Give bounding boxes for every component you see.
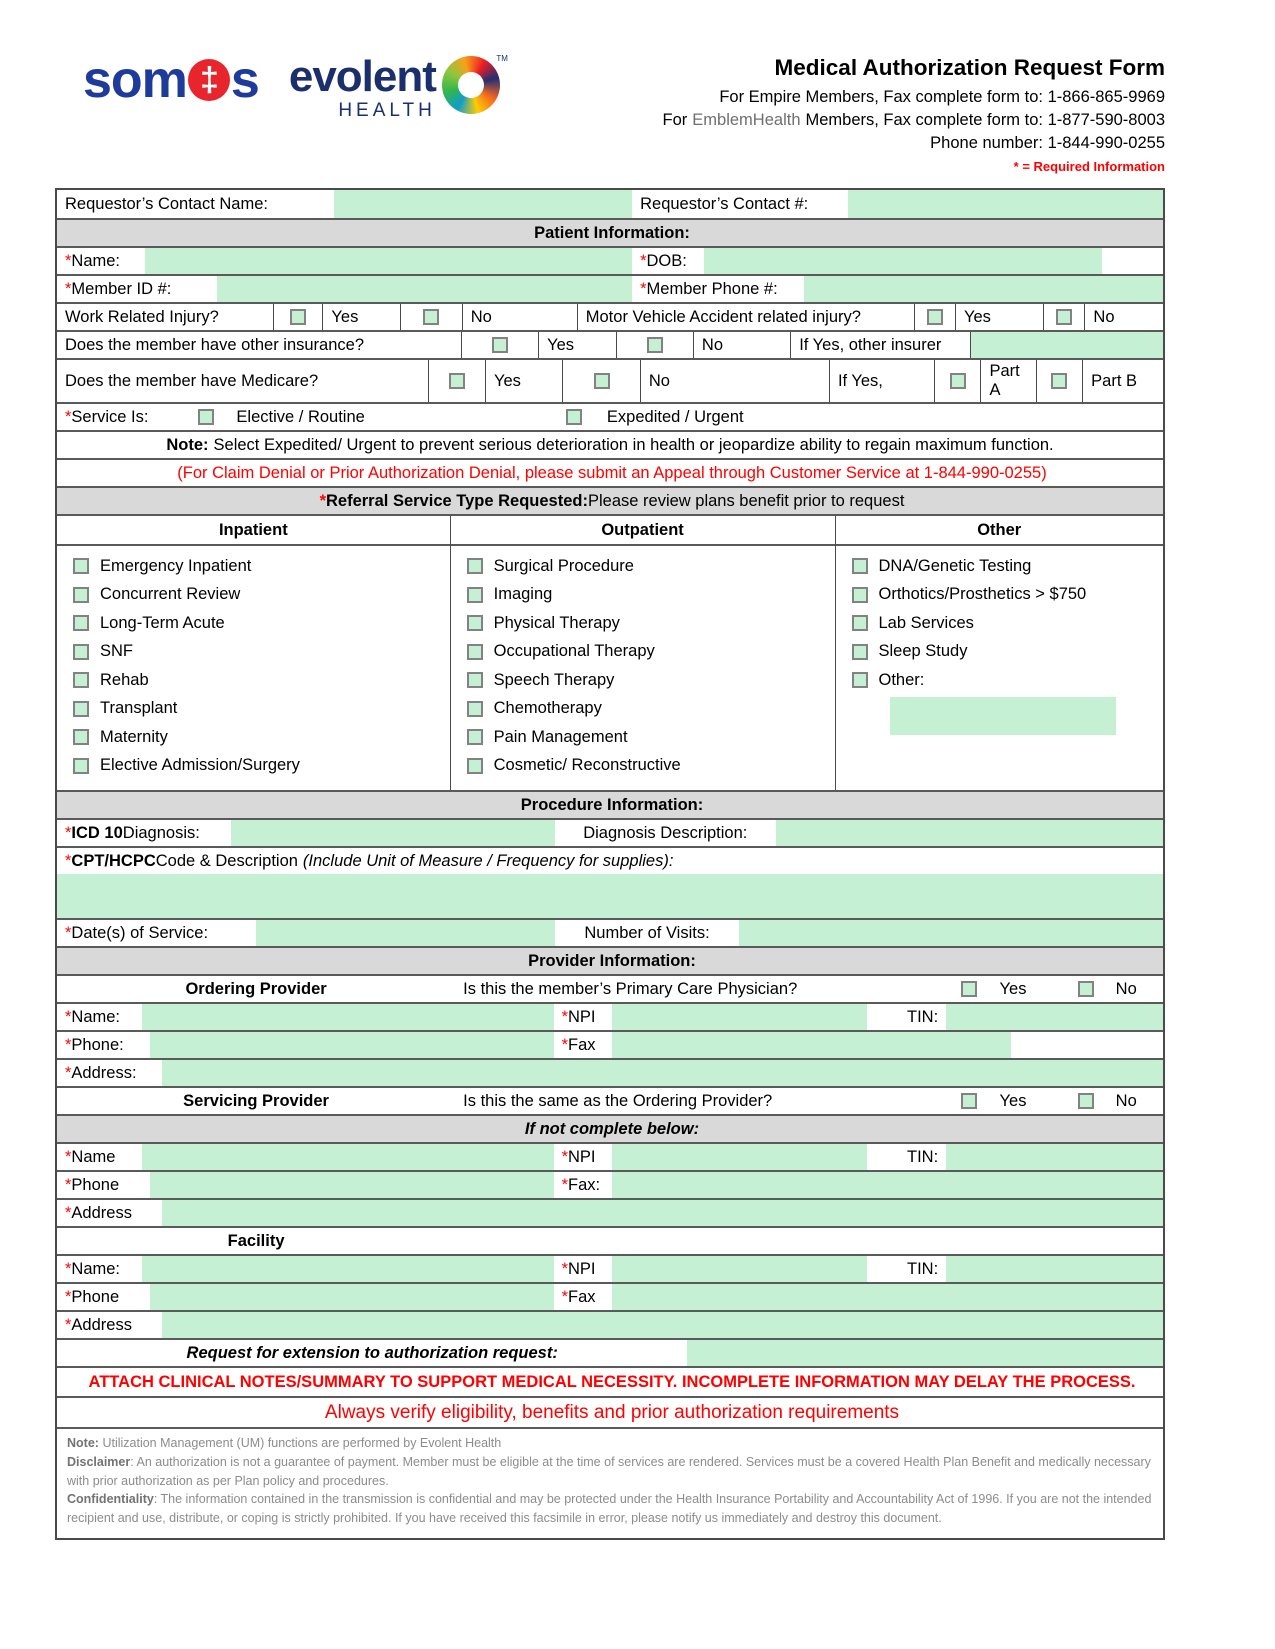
physical-therapy-checkbox[interactable] bbox=[467, 615, 483, 631]
procedure-information-header: Procedure Information: bbox=[57, 792, 1163, 818]
patient-dob-label: * DOB: bbox=[640, 251, 687, 270]
ordering-name-input[interactable] bbox=[142, 1004, 553, 1030]
required-asterisk: * bbox=[65, 1315, 72, 1334]
facility-npi-input[interactable] bbox=[612, 1256, 866, 1282]
long-term-acute-checkbox[interactable] bbox=[73, 615, 89, 631]
required-asterisk: * bbox=[561, 1287, 568, 1306]
date-of-service-input[interactable] bbox=[256, 920, 555, 946]
form-title: Medical Authorization Request Form bbox=[774, 55, 1165, 80]
facility-name-label: * Name: bbox=[65, 1259, 121, 1278]
mva-no-checkbox[interactable] bbox=[1056, 309, 1072, 325]
referral-item-label: Sleep Study bbox=[878, 642, 968, 661]
requestor-row bbox=[57, 190, 1163, 218]
required-asterisk: * bbox=[640, 279, 647, 298]
evolent-health-logo bbox=[289, 54, 506, 122]
ordering-provider-header: Ordering Provider bbox=[185, 979, 327, 998]
list-item bbox=[852, 666, 1157, 695]
trademark-symbol: TM bbox=[496, 54, 508, 63]
orthotics-prosthetics-checkbox[interactable] bbox=[852, 587, 868, 603]
elective-admission-checkbox[interactable] bbox=[73, 758, 89, 774]
same-provider-yes-label: Yes bbox=[999, 1091, 1027, 1110]
required-asterisk: * bbox=[65, 1063, 72, 1082]
service-expedited-checkbox[interactable] bbox=[566, 409, 582, 425]
somos-logo-text-post: s bbox=[230, 51, 259, 109]
injury-row bbox=[57, 302, 1163, 330]
imaging-checkbox[interactable] bbox=[467, 587, 483, 603]
mva-no-label: No bbox=[1084, 304, 1163, 330]
referral-item-label: Cosmetic/ Reconstructive bbox=[493, 756, 681, 775]
ordering-address-row bbox=[57, 1058, 1163, 1086]
service-expedited-label: Expedited / Urgent bbox=[606, 407, 744, 426]
inpatient-column bbox=[57, 516, 450, 790]
referral-item-label: Rehab bbox=[100, 670, 149, 689]
list-item bbox=[467, 609, 829, 638]
referral-item-label: Emergency Inpatient bbox=[100, 556, 252, 575]
if-not-complete-header: If not complete below: bbox=[57, 1116, 1163, 1142]
work-injury-yes-checkbox[interactable] bbox=[290, 309, 306, 325]
cpt-label-row bbox=[57, 846, 1163, 874]
servicing-name-input[interactable] bbox=[142, 1144, 553, 1170]
required-asterisk: * bbox=[561, 1007, 568, 1026]
speech-therapy-checkbox[interactable] bbox=[467, 672, 483, 688]
medicare-no-checkbox[interactable] bbox=[594, 373, 610, 389]
empire-fax-line: For Empire Members, Fax complete form to: 1-866-865-9969 bbox=[719, 87, 1165, 106]
required-asterisk: * bbox=[65, 851, 72, 870]
ordering-name-label: * Name: bbox=[65, 1007, 121, 1026]
facility-header: Facility bbox=[227, 1231, 285, 1250]
list-item bbox=[852, 552, 1157, 581]
ordering-provider-header-row bbox=[57, 974, 1163, 1002]
disclaimer-line: Disclaimer: An authorization is not a guarantee of payment. Member must be eligible at the time of services are rendered. Services must be a covered Health Plan Benefit and medically necessary with prior authorization as per Plan policy and procedures. bbox=[67, 1454, 1151, 1488]
facility-address-label: * Address bbox=[65, 1315, 132, 1334]
note-text: Select Expedited/ Urgent to prevent serious deterioration in health or jeopardize ability to regain maximum function. bbox=[213, 435, 1054, 454]
list-item bbox=[73, 609, 444, 638]
number-of-visits-label: Number of Visits: bbox=[584, 923, 710, 942]
list-item bbox=[467, 638, 829, 667]
extension-request-label: Request for extension to authorization request: bbox=[186, 1343, 558, 1362]
authorization-form-table bbox=[55, 188, 1165, 1540]
member-phone-label: * Member Phone #: bbox=[640, 279, 778, 298]
required-asterisk: * bbox=[561, 1259, 568, 1278]
medicare-row bbox=[57, 358, 1163, 402]
required-asterisk: * bbox=[65, 1287, 72, 1306]
member-id-input[interactable] bbox=[217, 276, 632, 302]
required-asterisk: * bbox=[65, 1147, 72, 1166]
outpatient-column bbox=[450, 516, 835, 790]
servicing-address-input[interactable] bbox=[162, 1200, 1163, 1226]
maternity-checkbox[interactable] bbox=[73, 729, 89, 745]
required-asterisk: * bbox=[65, 1035, 72, 1054]
verify-eligibility-notice: Always verify eligibility, benefits and prior authorization requirements bbox=[324, 1401, 900, 1423]
same-provider-no-label: No bbox=[1115, 1091, 1137, 1110]
ordering-phone-row bbox=[57, 1030, 1163, 1058]
required-asterisk: * bbox=[65, 1259, 72, 1278]
facility-tin-input[interactable] bbox=[946, 1256, 1163, 1282]
icd10-label: * ICD 10 Diagnosis: bbox=[65, 823, 200, 842]
pcp-no-label: No bbox=[1115, 979, 1137, 998]
list-item bbox=[467, 666, 829, 695]
referral-item-label: Long-Term Acute bbox=[100, 613, 225, 632]
facility-phone-label: * Phone bbox=[65, 1287, 120, 1306]
emblemhealth-brand: EmblemHealth bbox=[692, 110, 801, 129]
medicare-part-b-label: Part B bbox=[1082, 360, 1163, 402]
required-asterisk: * bbox=[65, 251, 72, 270]
required-asterisk: * bbox=[561, 1035, 568, 1054]
referral-item-label: Surgical Procedure bbox=[493, 556, 634, 575]
logo-group bbox=[55, 40, 506, 122]
patient-name-row bbox=[57, 246, 1163, 274]
list-item bbox=[852, 638, 1157, 667]
patient-information-header: Patient Information: bbox=[57, 220, 1163, 246]
cpt-hcpc-label: * CPT/HCPC Code & Description (Include Unit of Measure / Frequency for supplies): bbox=[65, 851, 674, 870]
required-info-note: * = Required Information bbox=[1013, 158, 1165, 174]
list-item bbox=[467, 552, 829, 581]
medicare-yes-checkbox[interactable] bbox=[449, 373, 465, 389]
other-insurance-no-label: No bbox=[693, 332, 790, 358]
referral-item-label: Speech Therapy bbox=[493, 670, 615, 689]
same-provider-yes-checkbox[interactable] bbox=[961, 1093, 977, 1109]
list-item bbox=[73, 723, 444, 752]
pcp-question: Is this the member’s Primary Care Physician? bbox=[463, 979, 798, 998]
work-injury-no-label: No bbox=[462, 304, 577, 330]
icd10-input[interactable] bbox=[231, 820, 555, 846]
other-insurance-row bbox=[57, 330, 1163, 358]
pcp-no-checkbox[interactable] bbox=[1078, 981, 1094, 997]
required-asterisk: * bbox=[561, 1175, 568, 1194]
um-note-line: Note: Utilization Management (UM) functions are performed by Evolent Health bbox=[67, 1436, 502, 1450]
referral-item-label: DNA/Genetic Testing bbox=[878, 556, 1032, 575]
number-of-visits-input[interactable] bbox=[739, 920, 1163, 946]
list-item bbox=[73, 552, 444, 581]
facility-address-input[interactable] bbox=[162, 1312, 1163, 1338]
pcp-yes-label: Yes bbox=[999, 979, 1027, 998]
medicare-part-a-label: Part A bbox=[980, 360, 1035, 402]
ordering-fax-input[interactable] bbox=[612, 1032, 1011, 1058]
service-elective-label: Elective / Routine bbox=[236, 407, 365, 426]
extension-request-input[interactable] bbox=[687, 1340, 1163, 1366]
pcp-yes-checkbox[interactable] bbox=[961, 981, 977, 997]
facility-phone-row bbox=[57, 1282, 1163, 1310]
other-insurance-yes-checkbox[interactable] bbox=[492, 337, 508, 353]
required-asterisk: * bbox=[65, 407, 72, 426]
same-provider-question: Is this the same as the Ordering Provider? bbox=[463, 1091, 773, 1110]
facility-tin-label: TIN: bbox=[907, 1259, 939, 1278]
ordering-fax-label: * Fax bbox=[561, 1035, 596, 1054]
diagnosis-description-label: Diagnosis Description: bbox=[583, 823, 748, 842]
extension-row bbox=[57, 1338, 1163, 1366]
list-item bbox=[467, 695, 829, 724]
claim-denial-note: (For Claim Denial or Prior Authorization Denial, please submit an Appeal through Customer Service at 1-844-990-0255) bbox=[177, 463, 1047, 482]
diagnosis-description-input[interactable] bbox=[776, 820, 1163, 846]
mva-yes-label: Yes bbox=[955, 304, 1043, 330]
referral-item-label: SNF bbox=[100, 642, 133, 661]
referral-item-label: Other: bbox=[878, 670, 925, 689]
emergency-inpatient-checkbox[interactable] bbox=[73, 558, 89, 574]
provider-information-header: Provider Information: bbox=[57, 948, 1163, 974]
work-injury-no-checkbox[interactable] bbox=[423, 309, 439, 325]
medicare-if-yes-label: If Yes, bbox=[829, 360, 934, 402]
evolent-ring-icon bbox=[442, 56, 500, 114]
referral-columns bbox=[57, 514, 1163, 790]
same-provider-no-checkbox[interactable] bbox=[1078, 1093, 1094, 1109]
patient-name-label: * Name: bbox=[65, 251, 121, 270]
spacer bbox=[455, 1228, 1163, 1254]
other-service-input[interactable] bbox=[890, 697, 1116, 735]
pain-management-checkbox[interactable] bbox=[467, 729, 483, 745]
facility-address-row bbox=[57, 1310, 1163, 1338]
attach-clinical-notes-notice: ATTACH CLINICAL NOTES/SUMMARY TO SUPPORT MEDICAL NECESSITY. INCOMPLETE INFORMATION MAY DELAY THE PROCESS. bbox=[88, 1372, 1136, 1391]
dna-genetic-testing-checkbox[interactable] bbox=[852, 558, 868, 574]
ordering-phone-input[interactable] bbox=[150, 1032, 554, 1058]
cosmetic-reconstructive-checkbox[interactable] bbox=[467, 758, 483, 774]
facility-fax-input[interactable] bbox=[612, 1284, 1163, 1310]
snf-checkbox[interactable] bbox=[73, 644, 89, 660]
mva-label: Motor Vehicle Accident related injury? bbox=[577, 304, 914, 330]
other-service-checkbox[interactable] bbox=[852, 672, 868, 688]
patient-name-input[interactable] bbox=[145, 248, 632, 274]
list-item bbox=[73, 695, 444, 724]
requestor-contact-name-input[interactable] bbox=[334, 190, 633, 218]
servicing-provider-header: Servicing Provider bbox=[183, 1091, 329, 1110]
surgical-procedure-checkbox[interactable] bbox=[467, 558, 483, 574]
ordering-name-row bbox=[57, 1002, 1163, 1030]
date-of-service-label: * Date(s) of Service: bbox=[65, 923, 209, 942]
footer-notes bbox=[57, 1427, 1163, 1538]
ordering-phone-label: * Phone: bbox=[65, 1035, 124, 1054]
referral-item-label: Imaging bbox=[493, 585, 553, 604]
other-insurance-label: Does the member have other insurance? bbox=[65, 335, 364, 354]
medicare-yes-label: Yes bbox=[485, 360, 562, 402]
note-label: Note: bbox=[166, 435, 209, 454]
inpatient-column-header: Inpatient bbox=[57, 516, 450, 546]
chemotherapy-checkbox[interactable] bbox=[467, 701, 483, 717]
list-item bbox=[852, 609, 1157, 638]
member-id-label: * Member ID #: bbox=[65, 279, 172, 298]
medicare-part-b-checkbox[interactable] bbox=[1051, 373, 1067, 389]
patient-dob-input[interactable] bbox=[704, 248, 1102, 274]
ordering-tin-label: TIN: bbox=[907, 1007, 939, 1026]
sleep-study-checkbox[interactable] bbox=[852, 644, 868, 660]
other-insurance-no-checkbox[interactable] bbox=[647, 337, 663, 353]
concurrent-review-checkbox[interactable] bbox=[73, 587, 89, 603]
transplant-checkbox[interactable] bbox=[73, 701, 89, 717]
list-item bbox=[73, 752, 444, 781]
phone-line: Phone number: 1-844-990-0255 bbox=[930, 133, 1165, 152]
title-block bbox=[663, 40, 1165, 176]
facility-phone-input[interactable] bbox=[150, 1284, 554, 1310]
service-type-row bbox=[57, 402, 1163, 430]
mva-yes-checkbox[interactable] bbox=[927, 309, 943, 325]
urgency-note-row bbox=[57, 430, 1163, 458]
servicing-provider-header-row bbox=[57, 1086, 1163, 1114]
ordering-tin-input[interactable] bbox=[946, 1004, 1163, 1030]
other-column-header: Other bbox=[836, 516, 1163, 546]
requestor-contact-number-label: Requestor’s Contact #: bbox=[640, 194, 809, 213]
servicing-tin-label: TIN: bbox=[907, 1147, 939, 1166]
referral-item-label: Pain Management bbox=[493, 727, 628, 746]
referral-item-label: Transplant bbox=[100, 699, 178, 718]
required-asterisk: * bbox=[65, 279, 72, 298]
other-insurer-input[interactable] bbox=[970, 332, 1162, 358]
emblemhealth-fax-line: For EmblemHealth Members, Fax complete form to: 1-877-590-8003 bbox=[662, 110, 1165, 129]
required-asterisk: * bbox=[65, 823, 72, 842]
servicing-tin-input[interactable] bbox=[946, 1144, 1163, 1170]
servicing-npi-label: * NPI bbox=[561, 1147, 596, 1166]
required-asterisk: * bbox=[65, 1007, 72, 1026]
referral-item-label: Chemotherapy bbox=[493, 699, 602, 718]
somos-logo bbox=[83, 51, 259, 109]
evolent-logo-text: evolent bbox=[288, 52, 436, 101]
work-injury-yes-label: Yes bbox=[322, 304, 399, 330]
referral-service-type-header: * Referral Service Type Requested: Please review plans benefit prior to request bbox=[57, 488, 1163, 514]
referral-item-label: Concurrent Review bbox=[100, 585, 241, 604]
facility-header-row bbox=[57, 1226, 1163, 1254]
other-insurer-label: If Yes, other insurer bbox=[790, 332, 970, 358]
servicing-npi-input[interactable] bbox=[612, 1144, 866, 1170]
list-item bbox=[852, 581, 1157, 610]
referral-item-label: Physical Therapy bbox=[493, 613, 620, 632]
member-id-row bbox=[57, 274, 1163, 302]
rehab-checkbox[interactable] bbox=[73, 672, 89, 688]
confidentiality-line: Confidentiality: The information contained in the transmission is confidential and may be protected under the Health Insurance Portability and Accountability Act of 1996. If you are not the intended recipient and use, distribute, or coping is strictly prohibited. If you have received this facsimile in error, please notify us immediately and destroy this document. bbox=[67, 1492, 1152, 1525]
outpatient-column-header: Outpatient bbox=[451, 516, 835, 546]
spacer bbox=[1102, 248, 1163, 274]
list-item bbox=[73, 581, 444, 610]
list-item bbox=[467, 723, 829, 752]
somos-medical-cross-icon: ‡ bbox=[188, 59, 230, 101]
facility-name-row bbox=[57, 1254, 1163, 1282]
servicing-phone-label: * Phone bbox=[65, 1175, 120, 1194]
work-injury-label: Work Related Injury? bbox=[65, 307, 219, 326]
required-asterisk: * bbox=[561, 1147, 568, 1166]
ordering-npi-label: * NPI bbox=[561, 1007, 596, 1026]
servicing-fax-label: * Fax: bbox=[561, 1175, 601, 1194]
cpt-description-input[interactable] bbox=[57, 874, 1163, 918]
medicare-no-label: No bbox=[640, 360, 829, 402]
referral-item-label: Occupational Therapy bbox=[493, 642, 655, 661]
medicare-label: Does the member have Medicare? bbox=[65, 371, 319, 390]
ordering-npi-input[interactable] bbox=[612, 1004, 866, 1030]
occupational-therapy-checkbox[interactable] bbox=[467, 644, 483, 660]
servicing-address-label: * Address bbox=[65, 1203, 132, 1222]
servicing-phone-input[interactable] bbox=[150, 1172, 554, 1198]
icd-row bbox=[57, 818, 1163, 846]
facility-npi-label: * NPI bbox=[561, 1259, 596, 1278]
referral-item-label: Maternity bbox=[100, 727, 168, 746]
ordering-address-label: * Address: bbox=[65, 1063, 137, 1082]
requestor-contact-number-input[interactable] bbox=[848, 190, 1163, 218]
servicing-phone-row bbox=[57, 1170, 1163, 1198]
list-item bbox=[467, 581, 829, 610]
somos-logo-text-pre: som bbox=[83, 51, 187, 109]
other-column bbox=[835, 516, 1163, 790]
spacer bbox=[1011, 1032, 1163, 1058]
servicing-address-row bbox=[57, 1198, 1163, 1226]
other-insurance-yes-label: Yes bbox=[538, 332, 615, 358]
required-asterisk: * bbox=[319, 491, 326, 510]
required-asterisk: * bbox=[65, 923, 72, 942]
medicare-part-a-checkbox[interactable] bbox=[950, 373, 966, 389]
list-item bbox=[73, 638, 444, 667]
lab-services-checkbox[interactable] bbox=[852, 615, 868, 631]
member-phone-input[interactable] bbox=[804, 276, 1163, 302]
ordering-address-input[interactable] bbox=[162, 1060, 1163, 1086]
page-header bbox=[55, 40, 1165, 180]
list-item bbox=[467, 752, 829, 781]
required-asterisk: * bbox=[65, 1203, 72, 1222]
service-is-label: * Service Is: bbox=[65, 407, 149, 426]
servicing-name-label: * Name bbox=[65, 1147, 116, 1166]
facility-name-input[interactable] bbox=[142, 1256, 553, 1282]
referral-item-label: Elective Admission/Surgery bbox=[100, 756, 300, 775]
referral-item-label: Orthotics/Prosthetics > $750 bbox=[878, 585, 1087, 604]
required-asterisk: * bbox=[640, 251, 647, 270]
service-elective-checkbox[interactable] bbox=[198, 409, 214, 425]
required-asterisk: * bbox=[65, 1175, 72, 1194]
servicing-fax-input[interactable] bbox=[612, 1172, 1163, 1198]
facility-fax-label: * Fax bbox=[561, 1287, 596, 1306]
dates-row bbox=[57, 918, 1163, 946]
referral-item-label: Lab Services bbox=[878, 613, 974, 632]
list-item bbox=[73, 666, 444, 695]
evolent-health-text: HEALTH bbox=[338, 99, 436, 121]
requestor-contact-name-label: Requestor’s Contact Name: bbox=[65, 194, 268, 213]
servicing-name-row bbox=[57, 1142, 1163, 1170]
